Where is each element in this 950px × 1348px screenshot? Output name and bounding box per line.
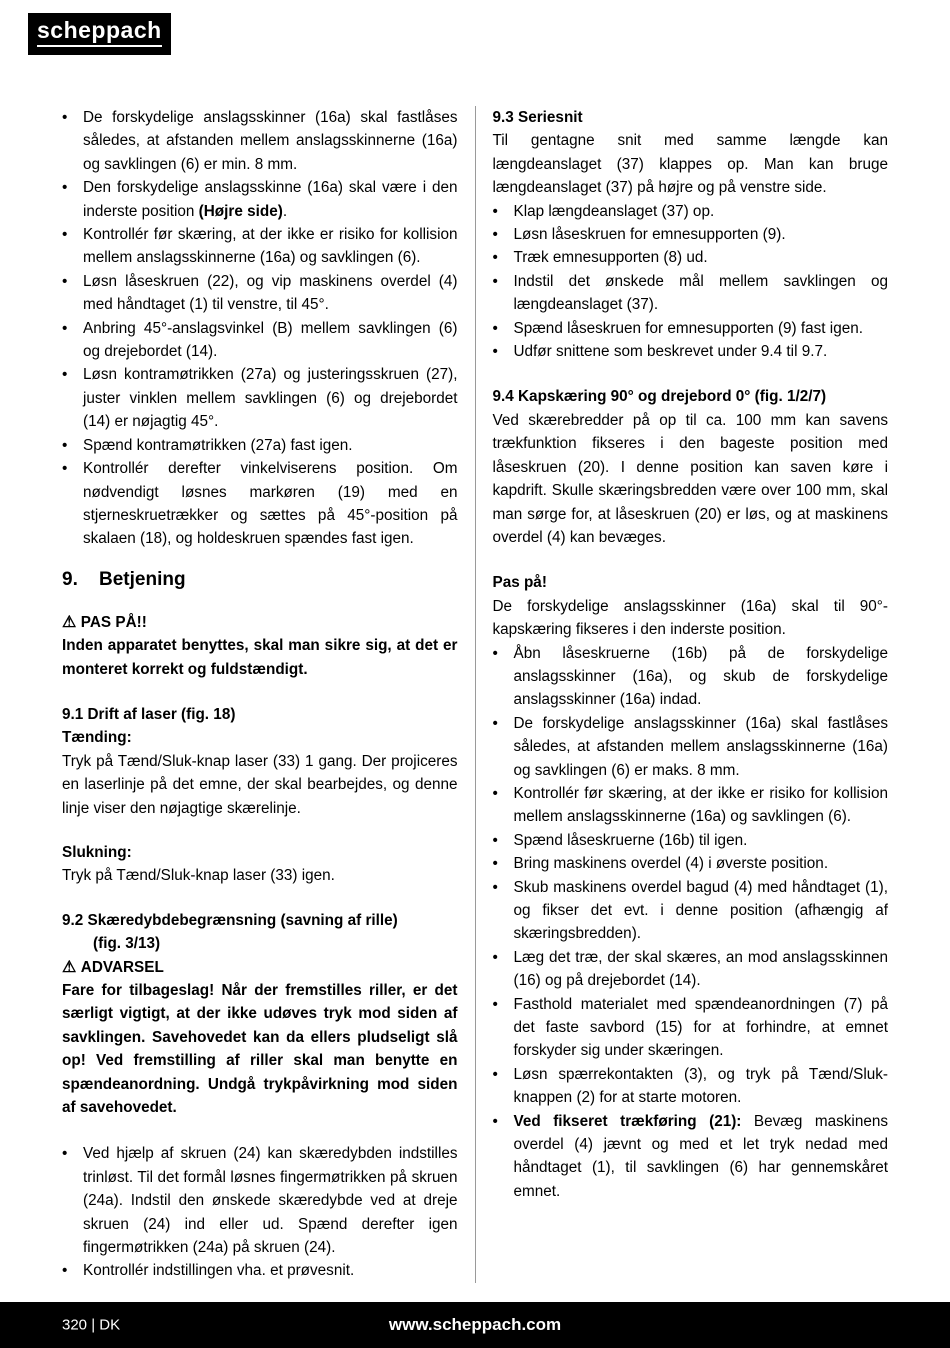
bullet-marker: • [492,1065,498,1083]
paragraph [62,864,458,887]
bullet-item [493,829,889,852]
bullet-item [493,1063,889,1110]
bullet-text [514,642,889,712]
bullet-text [514,317,889,340]
bullet-text [514,946,889,993]
text-segment: Spænd låseskruen for emnesupporten (9) fast igen. [513,319,863,337]
text-segment: Anbring 45°-anslagsvinkel (B) mellem savklingen (6) og drejebordet (14). [83,319,458,361]
bold-paragraph [62,726,458,749]
section-heading-9 [62,566,458,593]
bullet-item [493,876,889,946]
bullet-marker: • [492,1112,498,1130]
right-column [476,106,889,1283]
text-segment: Klap længdeanslaget (37) op. [513,202,715,220]
footer-bar [0,1302,950,1348]
text-segment: Fasthold materialet med spændeanordningen (7) på det faste savbord (15) for at forhindre, at emnet forskyder sig under skæringen. [513,995,888,1060]
bullet-text [514,993,889,1063]
heading-number: 9. [62,568,78,590]
bullet-text [514,852,889,875]
subsection-heading-9-4 [493,385,889,408]
text-segment: Den forskydelige anslagsskinne (16a) skal være i den inderste position [83,179,458,220]
bullet-item [493,642,889,712]
bullet-marker: • [492,644,498,662]
bullet-marker: • [492,878,498,896]
bullet-item [493,946,889,993]
bullet-text [514,782,889,829]
text-segment: Tænding: [62,729,132,747]
paragraph [62,750,458,820]
bullet-text [83,317,458,364]
bullet-text [514,200,889,223]
text-segment: . [282,202,288,220]
text-segment: Løsn låseskruen for emnesupporten (9). [513,226,786,244]
bullet-item [62,363,458,433]
bullet-text [514,270,889,317]
bullet-marker: • [62,272,68,290]
text-segment: Tryk på Tænd/Sluk-knap laser (33) 1 gang. Der projiceres en laserlinje på det emne, der skal bearbejdes, og denne linje viser den nøjagtige skærelinje. [62,752,458,817]
text-segment: 9.2 Skæredybdebegrænsning (savning af rille) [62,911,398,929]
bullet-marker: • [492,714,498,732]
text-segment: Ved hjælp af skruen (24) kan skæredybden indstilles trinløst. Til det formål løsnes fingermøtrikken på skruen (24a). Indstil den ønskede skæredybde ved at dreje skruen (24) ind eller ud. Spænd derefter igen fingermøtrikken (24a) på skruen (24). [83,1145,458,1257]
text-segment: Skub maskinens overdel bagud (4) med håndtaget (1), og fikser det evt. i denne position (afhængig af skæringsbredden). [513,878,888,943]
text-segment: Tryk på Tænd/Sluk-knap laser (33) igen. [62,867,335,885]
text-segment: Ved skærebredder på op til ca. 100 mm kan savens trækfunktion fikseres i den bageste position med låseskruen (20). I denne position kan saven køre i kapdrift. Skulle skæringsbredden være over 100 mm, skal man sørge for, at låseskruen (20) er løs, og at maskinens overdel (4) kan bevæges. [492,411,888,546]
bullet-item [62,457,458,551]
bullet-item [493,223,889,246]
text-segment: Bring maskinens overdel (4) i øverste position. [513,855,829,873]
bullet-item [493,270,889,317]
text-segment: Pas på! [492,574,547,592]
bullet-marker: • [62,436,68,454]
bullet-marker: • [62,226,68,244]
subsection-heading-9-3 [493,106,889,129]
bullet-text [514,246,889,269]
warning-text [62,634,458,681]
subsection-heading-9-1 [62,703,458,726]
warning-title [493,571,889,594]
text-segment: Kontrollér derefter vinkelviserens position. Om nødvendigt løsnes markøren (19) med en stjerneskruetrækker og sættes på 45°-position på skalaen (18), og holdeskruen spændes fast igen. [83,460,458,548]
text-segment: Inden apparatet benyttes, skal man sikre sig, at det er monteret korrekt og fuldstændigt. [62,637,458,678]
bullet-item [62,176,458,223]
bullet-marker: • [62,179,68,197]
bullet-item [493,200,889,223]
text-segment: (fig. 3/13) [93,935,161,953]
scheppach-logo [28,13,171,55]
text-segment: De forskydelige anslagsskinner (16a) skal fastlåses således, at afstanden mellem anslagsskinnerne (16a) og savklingen (6) er min. 8 mm. [83,109,458,173]
text-segment: 9.3 Seriesnit [492,109,583,126]
bullet-text [514,829,889,852]
text-segment: Kontrollér indstillingen vha. et prøvesnit. [83,1262,355,1280]
bullet-marker: • [62,1145,68,1163]
paragraph [493,129,889,199]
text-segment: Løsn kontramøtrikken (27a) og justeringsskruen (27), juster vinklen mellem savklingen (6) og drejebordet (14) er nøjagtig 45°. [83,366,458,431]
bullet-text [83,1142,458,1259]
bullet-text [83,106,458,176]
bullet-text [83,270,458,317]
footer-url: www.scheppach.com [388,1315,562,1334]
bullet-text [83,1259,458,1282]
bullet-marker: • [492,343,498,361]
bullet-text [83,434,458,457]
text-segment: Løsn låseskruen (22), og vip maskinens overdel (4) med håndtaget (1) til venstre, til 45°. [83,272,458,314]
warning-title [62,611,458,634]
bold-text-segment: (Højre side) [198,202,283,220]
bullet-marker: • [62,319,68,337]
bullet-text [514,876,889,946]
bullet-item [493,852,889,875]
bullet-item [493,993,889,1063]
bullet-item [62,317,458,364]
bullet-marker: • [62,1262,68,1280]
text-segment: 9.1 Drift af laser (fig. 18) [62,705,236,723]
text-segment: Til gentagne snit med samme længde kan længdeanslaget (37) klappes op. Man kan bruge længdeanslaget (37) på højre og på venstre side. [492,132,888,197]
bullet-marker: • [62,109,68,126]
bullet-item [62,434,458,457]
left-column [62,106,475,1283]
bold-paragraph [62,841,458,864]
text-segment: Spænd låseskruerne (16b) til igen. [513,831,748,849]
bullet-item [493,246,889,269]
paragraph [493,595,889,642]
bullet-text [514,712,889,782]
bullet-marker: • [492,249,498,267]
bullet-marker: • [492,784,498,802]
text-segment: Betjening [99,568,186,590]
bullet-marker: • [492,226,498,244]
bullet-text [514,340,889,363]
subsection-heading [62,932,458,955]
bullet-text [514,223,889,246]
text-segment: Træk emnesupporten (8) ud. [513,249,708,267]
bullet-list [493,642,889,1204]
bullet-marker: • [62,460,68,478]
bullet-item [493,782,889,829]
bullet-marker: • [492,272,498,290]
text-segment: PAS PÅ!! [80,613,147,631]
bullet-item [493,1110,889,1204]
bullet-marker: • [492,948,498,966]
bullet-marker: • [62,366,68,384]
text-segment: Løsn spærrekontakten (3), og tryk på Tænd/Sluk-knappen (2) for at starte motoren. [513,1065,888,1107]
paragraph [493,409,889,549]
bullet-text [83,176,458,223]
text-segment: De forskydelige anslagsskinner (16a) skal til 90°-kapskæring fikseres i den inderste position. [492,597,888,639]
bullet-marker: • [492,831,498,849]
text-segment: Fare for tilbageslag! Når der fremstilles riller, er det særligt vigtigt, at der ikke udøves tryk mod siden af savklingen. Savehovedet kan da ellers pludseligt slå op! Ved fremstilling af riller skal man benytte en spændeanordning. Undgå trykpåvirkning mod siden af savehovedet. [62,982,458,1117]
content-columns [62,106,888,1283]
bullet-marker: • [492,202,498,220]
bullet-list [62,106,458,551]
text-segment: Bevæg maskinens overdel (4) jævnt og med et let tryk nedad med håndtaget (1), til savklingen (6) har gennemskåret emnet. [513,1112,888,1200]
bullet-list [62,1142,458,1282]
bullet-item [62,270,458,317]
logo-text: scheppach [37,19,162,47]
bullet-item [62,1259,458,1282]
text-segment: Indstil det ønskede mål mellem savklingen og længdeanslaget (37). [513,272,888,314]
warning-icon: ⚠ [62,613,81,631]
bullet-item [493,712,889,782]
bullet-item [493,340,889,363]
bullet-text [83,223,458,270]
text-segment: Slukning: [62,843,132,861]
bullet-item [62,1142,458,1259]
bullet-text [514,1110,889,1204]
text-segment: 9.4 Kapskæring 90° og drejebord 0° (fig. 1/2/7) [492,388,827,406]
bullet-item [62,223,458,270]
bullet-text [83,363,458,433]
warning-title [62,956,458,979]
text-segment: ADVARSEL [80,958,164,976]
bullet-text [514,1063,889,1110]
bullet-marker: • [492,319,498,337]
bullet-marker: • [492,855,498,873]
text-segment: De forskydelige anslagsskinner (16a) skal fastlåses således, at afstanden mellem anslagsskinnerne (16a) og savklingen (6) er maks. 8 mm. [513,714,888,779]
text-segment: Udfør snittene som beskrevet under 9.4 til 9.7. [513,343,828,361]
subsection-heading-9-2 [62,909,458,932]
bullet-list [493,200,889,364]
text-segment: Spænd kontramøtrikken (27a) fast igen. [83,436,353,454]
text-segment: Læg det træ, der skal skæres, an mod anslagsskinnen (16) og på drejebordet (14). [513,948,888,990]
bullet-item [493,317,889,340]
warning-text [62,979,458,1119]
text-segment: Åbn låseskruerne (16b) på de forskydelige anslagsskinner (16a), og skub de forskydelige anslagsskinner (16a) indad. [513,644,888,709]
bullet-text [83,457,458,551]
bullet-item [62,106,458,176]
text-segment: Kontrollér før skæring, at der ikke er risiko for kollision mellem anslagsskinnerne (16a) og savklingen (6). [513,784,888,826]
bold-text-segment: Ved fikseret trækføring (21): [513,1112,742,1130]
text-segment: Kontrollér før skæring, at der ikke er risiko for kollision mellem anslagsskinnerne (16a) og savklingen (6). [83,226,458,267]
bullet-marker: • [492,995,498,1013]
page-number: 320 | DK [62,1316,121,1334]
warning-icon: ⚠ [62,958,81,976]
